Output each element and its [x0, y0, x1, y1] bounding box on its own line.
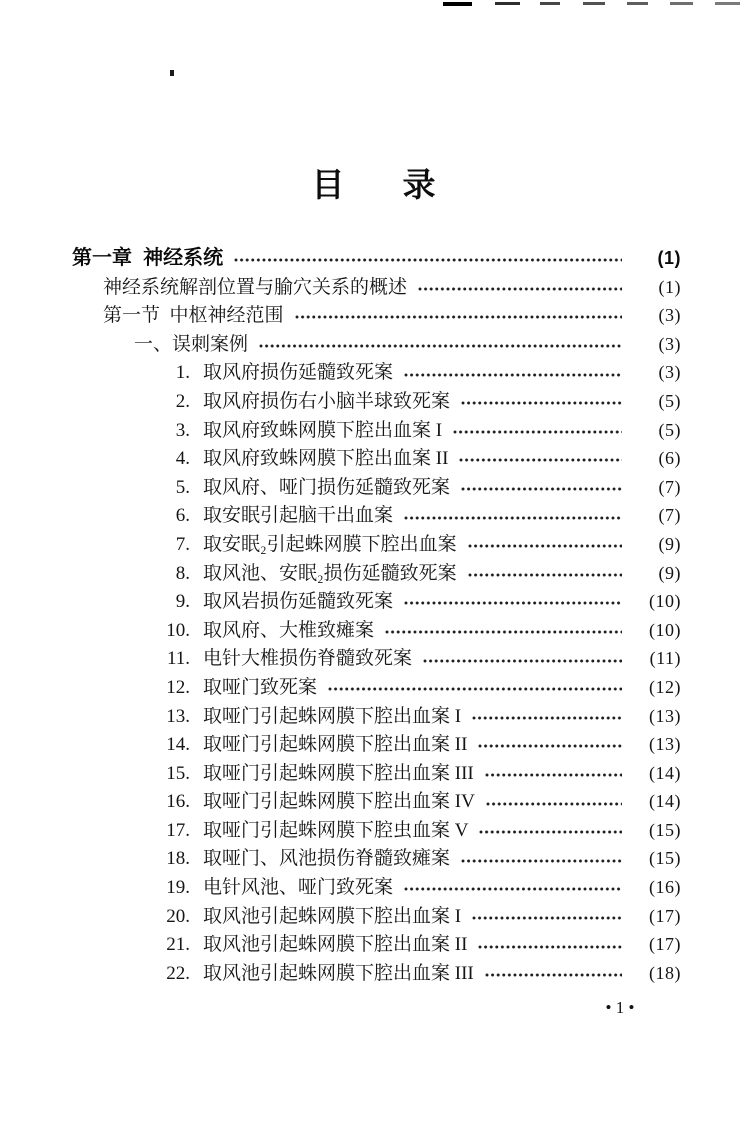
- toc-entry-title: 取风府致蛛网膜下腔出血案 II: [203, 448, 449, 470]
- toc-entry-page: (16): [649, 877, 681, 898]
- toc-entry-page: (11): [649, 648, 681, 669]
- toc-entry: [72, 330, 681, 359]
- toc-entry: [72, 444, 681, 473]
- toc-entry-number: 3.: [175, 419, 190, 441]
- toc-entry-page: (1): [657, 248, 681, 268]
- toc-entry-page: (17): [649, 934, 681, 955]
- toc-entry-page: (12): [649, 676, 681, 697]
- dot-leader: [453, 429, 622, 436]
- toc-entry: [72, 559, 681, 588]
- toc-entry: [72, 730, 681, 759]
- toc-entry-page: (9): [658, 533, 681, 554]
- dot-leader: [418, 286, 622, 293]
- scan-artifact-dash: [443, 2, 472, 6]
- toc-entry-number: 17.: [166, 819, 190, 841]
- toc-entry-title: 取风府、大椎致瘫案: [203, 619, 375, 641]
- toc-entry: [72, 759, 681, 788]
- toc-entry-page: (15): [649, 819, 681, 840]
- toc-entry: [72, 301, 681, 330]
- toc-entry-page: (14): [649, 791, 681, 812]
- toc-entry: [72, 530, 681, 559]
- toc-entry-title: 取风府、哑门损伤延髓致死案: [203, 476, 451, 498]
- toc-entry-title: 取哑门引起蛛网膜下腔出血案 IV: [203, 791, 475, 813]
- toc-entry: [72, 644, 681, 673]
- dot-leader: [461, 858, 622, 865]
- toc-entry-title: 取哑门引起蛛网膜下腔出血案 II: [203, 734, 468, 756]
- toc-entry-title: 一、误刺案例: [134, 333, 249, 355]
- toc-entry-title: 取哑门引起蛛网膜下腔虫血案 V: [203, 819, 469, 841]
- toc-entry-page: (3): [658, 305, 681, 326]
- toc-entry-title: 第一章 神经系统: [72, 247, 224, 269]
- toc-entry-title: 取哑门致死案: [203, 676, 318, 698]
- toc-entry-title: 取风池、安眠₂损伤延髓致死案: [203, 562, 457, 584]
- dot-leader: [468, 543, 622, 550]
- page-title-char: 目: [311, 166, 345, 203]
- toc-entry: [72, 358, 681, 387]
- toc-entry-title: 取安眠引起脑干出血案: [203, 505, 394, 527]
- toc-entry-page: (3): [658, 362, 681, 383]
- toc-entry: [72, 273, 681, 302]
- dot-leader: [404, 886, 622, 893]
- toc-entry: [72, 702, 681, 731]
- toc-entry-page: (17): [649, 905, 681, 926]
- toc-entry-number: 2.: [175, 390, 190, 412]
- dot-leader: [459, 457, 622, 464]
- dot-leader: [478, 944, 622, 951]
- dot-leader: [479, 829, 622, 836]
- toc-entry-number: 7.: [175, 533, 190, 555]
- scan-artifact-dash: [627, 2, 648, 5]
- toc-entry: [72, 387, 681, 416]
- toc-list: [72, 244, 681, 987]
- toc-entry-page: (18): [649, 962, 681, 983]
- scan-artifact-dash: [540, 2, 560, 5]
- toc-entry-page: (10): [649, 591, 681, 612]
- toc-entry-number: 11.: [166, 648, 190, 670]
- toc-entry-number: 6.: [175, 505, 190, 527]
- toc-entry-title: 电针大椎损伤脊髓致死案: [203, 648, 413, 670]
- toc-entry-page: (1): [658, 276, 681, 297]
- toc-entry-number: 8.: [175, 562, 190, 584]
- dot-leader: [234, 257, 622, 264]
- toc-entry: [72, 244, 681, 273]
- toc-entry: [72, 959, 681, 988]
- toc-entry-title: 取风岩损伤延髓致死案: [203, 591, 394, 613]
- toc-entry-page: (13): [649, 734, 681, 755]
- toc-entry: [72, 587, 681, 616]
- page-title: [0, 166, 747, 204]
- toc-entry-number: 14.: [166, 734, 190, 756]
- dot-leader: [472, 715, 622, 722]
- scan-artifact-speck: [170, 70, 174, 76]
- toc-entry: [72, 787, 681, 816]
- toc-entry-title: 取风池引起蛛网膜下腔出血案 III: [203, 962, 474, 984]
- toc-entry-number: 20.: [166, 905, 190, 927]
- dot-leader: [485, 772, 622, 779]
- toc-entry-number: 19.: [166, 877, 190, 899]
- dot-leader: [461, 400, 622, 407]
- dot-leader: [468, 572, 622, 579]
- toc-entry-title: 取风池引起蛛网膜下腔出血案 I: [203, 905, 462, 927]
- page-title-char: 录: [402, 166, 436, 203]
- toc-entry-number: 16.: [166, 791, 190, 813]
- dot-leader: [328, 686, 622, 693]
- scan-artifact-dash: [715, 2, 740, 5]
- toc-entry: [72, 501, 681, 530]
- toc-entry-number: 21.: [166, 934, 190, 956]
- page-number: • 1 •: [605, 998, 635, 1017]
- toc-entry: [72, 873, 681, 902]
- scan-artifact-dash: [670, 2, 693, 5]
- toc-entry-page: (5): [658, 390, 681, 411]
- dot-leader: [472, 915, 622, 922]
- toc-entry-page: (10): [649, 619, 681, 640]
- toc-entry-page: (7): [658, 476, 681, 497]
- toc-entry: [72, 673, 681, 702]
- toc-entry-number: 4.: [175, 448, 190, 470]
- toc-entry-number: 10.: [166, 619, 190, 641]
- toc-entry: [72, 902, 681, 931]
- toc-entry: [72, 844, 681, 873]
- dot-leader: [404, 600, 622, 607]
- toc-entry-title: 取哑门引起蛛网膜下腔出血案 III: [203, 762, 474, 784]
- toc-entry-page: (15): [649, 848, 681, 869]
- toc-entry-number: 18.: [166, 848, 190, 870]
- scan-artifact-dash: [495, 2, 520, 5]
- dot-leader: [461, 486, 622, 493]
- toc-entry-page: (9): [658, 562, 681, 583]
- dot-leader: [485, 972, 622, 979]
- toc-entry-page: (3): [658, 333, 681, 354]
- toc-entry-number: 5.: [175, 476, 190, 498]
- toc-entry-title: 电针风池、哑门致死案: [203, 877, 394, 899]
- dot-leader: [385, 629, 622, 636]
- toc-entry-number: 9.: [175, 591, 190, 613]
- toc-entry-title: 第一节 中枢神经范围: [103, 305, 284, 327]
- toc-entry-number: 15.: [166, 762, 190, 784]
- dot-leader: [404, 372, 622, 379]
- toc-entry-page: (14): [649, 762, 681, 783]
- dot-leader: [486, 801, 622, 808]
- toc-entry-title: 取风府损伤延髓致死案: [203, 362, 394, 384]
- toc-entry: [72, 816, 681, 845]
- dot-leader: [295, 314, 622, 321]
- toc-entry: [72, 416, 681, 445]
- toc-entry: [72, 473, 681, 502]
- toc-entry: [72, 930, 681, 959]
- dot-leader: [478, 743, 622, 750]
- toc-entry-title: 神经系统解剖位置与腧穴关系的概述: [103, 276, 408, 298]
- toc-entry-title: 取风府损伤右小脑半球致死案: [203, 390, 451, 412]
- toc-entry-page: (7): [658, 505, 681, 526]
- toc-entry-title: 取哑门引起蛛网膜下腔出血案 I: [203, 705, 462, 727]
- toc-entry-page: (5): [658, 419, 681, 440]
- toc-entry-page: (6): [658, 448, 681, 469]
- toc-entry: [72, 616, 681, 645]
- toc-entry-number: 13.: [166, 705, 190, 727]
- toc-entry-title: 取风池引起蛛网膜下腔出血案 II: [203, 934, 468, 956]
- dot-leader: [404, 515, 622, 522]
- toc-entry-title: 取安眠₂引起蛛网膜下腔出血案: [203, 533, 457, 555]
- dot-leader: [259, 343, 622, 350]
- toc-entry-number: 22.: [166, 962, 190, 984]
- toc-entry-title: 取风府致蛛网膜下腔出血案 I: [203, 419, 443, 441]
- scan-artifacts: [0, 0, 747, 12]
- toc-entry-number: 12.: [166, 676, 190, 698]
- scan-artifact-dash: [583, 2, 605, 5]
- dot-leader: [423, 658, 622, 665]
- toc-entry-title: 取哑门、风池损伤脊髓致瘫案: [203, 848, 451, 870]
- toc-entry-number: 1.: [175, 362, 190, 384]
- toc-entry-page: (13): [649, 705, 681, 726]
